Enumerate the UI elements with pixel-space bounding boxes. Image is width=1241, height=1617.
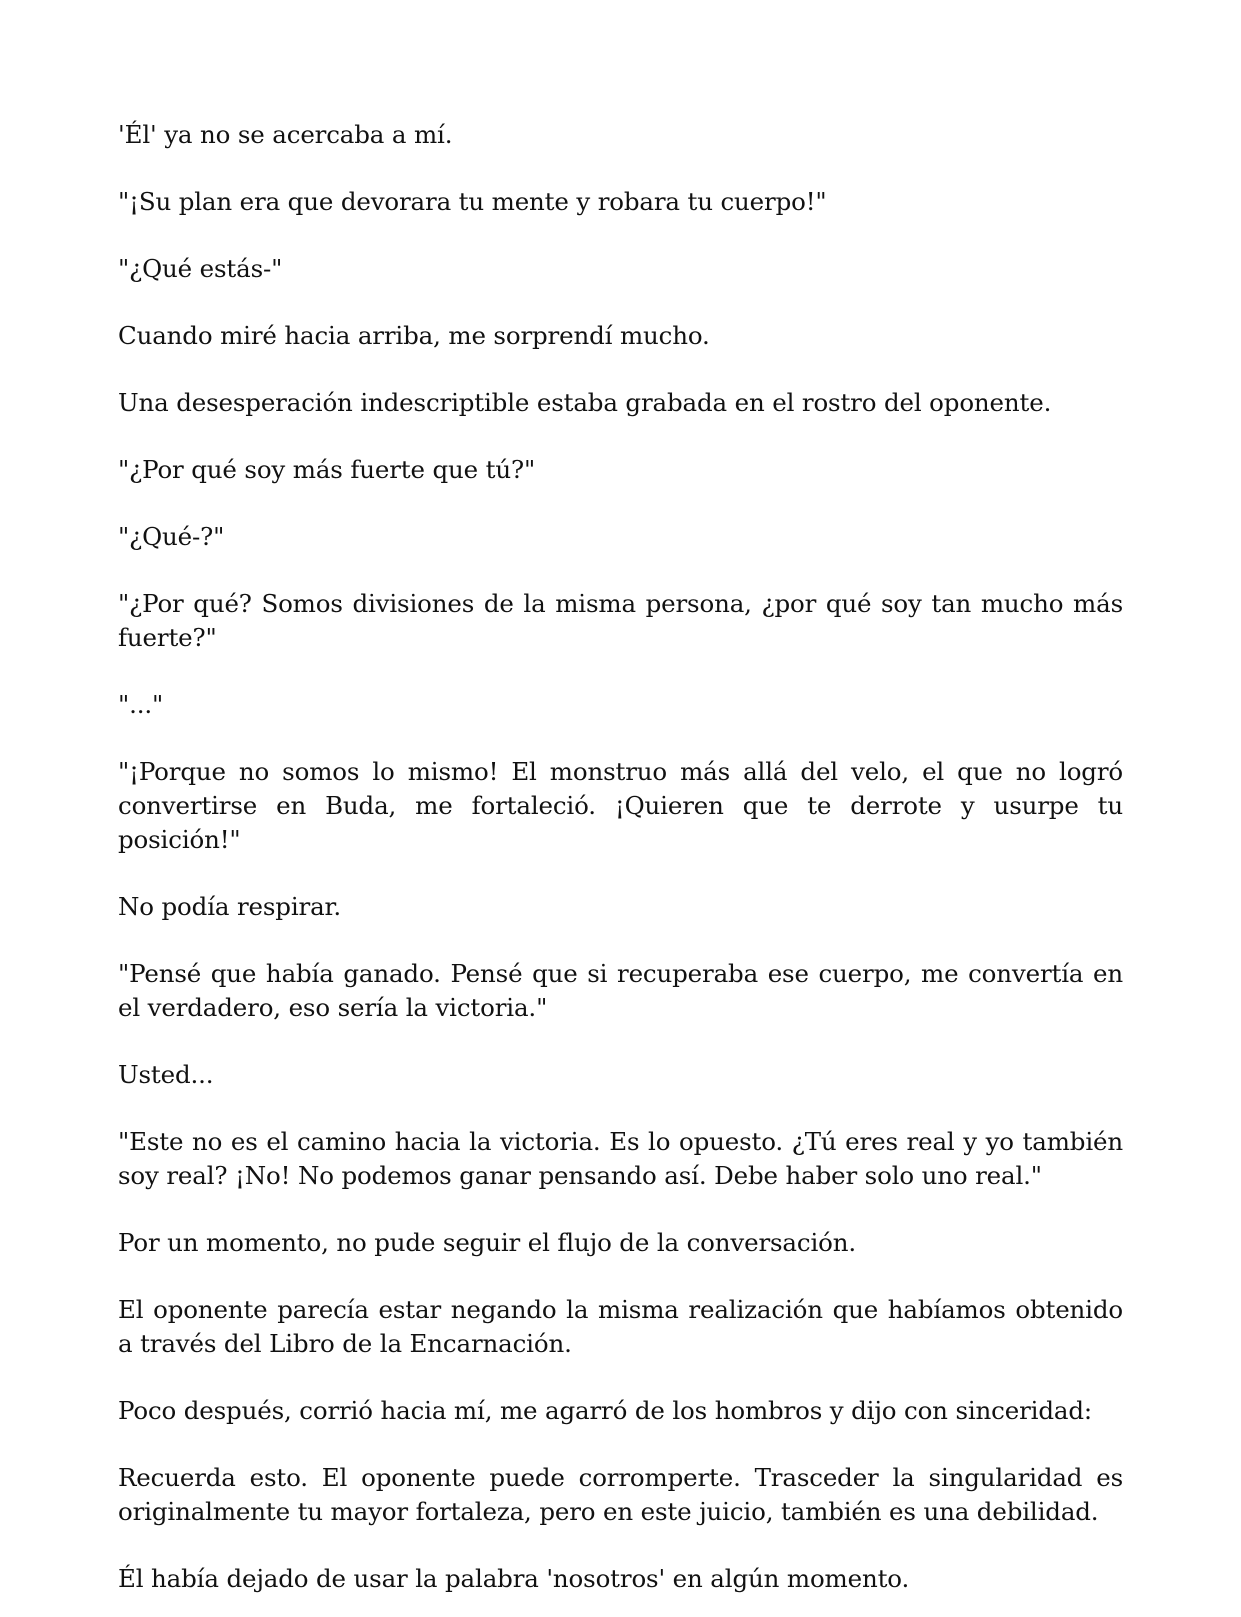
paragraph-14: "Este no es el camino hacia la victoria. Es lo opuesto. ¿Tú eres real y yo también soy real? ¡No! No podemos ganar pensando así. Debe haber solo uno real." bbox=[118, 1127, 1123, 1190]
paragraph-18: Recuerda esto. El oponente puede corromperte. Trasceder la singularidad es originalmente tu mayor fortaleza, pero en este juicio, también es una debilidad. bbox=[118, 1463, 1123, 1526]
paragraph-9: "..." bbox=[118, 690, 164, 719]
paragraph-19: Él había dejado de usar la palabra 'nosotros' en algún momento. bbox=[118, 1564, 910, 1593]
paragraph-15: Por un momento, no pude seguir el flujo de la conversación. bbox=[118, 1228, 857, 1257]
paragraph-12: "Pensé que había ganado. Pensé que si recuperaba ese cuerpo, me convertía en el verdadero, eso sería la victoria." bbox=[118, 959, 1123, 1022]
paragraph-3: "¿Qué estás-" bbox=[118, 254, 283, 283]
paragraph-4: Cuando miré hacia arriba, me sorprendí mucho. bbox=[118, 321, 710, 350]
paragraph-7: "¿Qué-?" bbox=[118, 522, 225, 551]
paragraph-13: Usted... bbox=[118, 1060, 214, 1089]
paragraph-5: Una desesperación indescriptible estaba grabada en el rostro del oponente. bbox=[118, 388, 1052, 417]
paragraph-11: No podía respirar. bbox=[118, 892, 342, 921]
paragraph-16: El oponente parecía estar negando la misma realización que habíamos obtenido a través del Libro de la Encarnación. bbox=[118, 1295, 1123, 1358]
paragraph-10: "¡Porque no somos lo mismo! El monstruo más allá del velo, el que no logró convertirse en Buda, me fortaleció. ¡Quieren que te derrote y usurpe tu posición!" bbox=[118, 757, 1123, 854]
paragraph-8: "¿Por qué? Somos divisiones de la misma persona, ¿por qué soy tan mucho más fuerte?" bbox=[118, 589, 1123, 652]
paragraph-1: 'Él' ya no se acercaba a mí. bbox=[118, 120, 453, 149]
paragraph-2: "¡Su plan era que devorara tu mente y robara tu cuerpo!" bbox=[118, 187, 827, 216]
paragraph-17: Poco después, corrió hacia mí, me agarró de los hombros y dijo con sinceridad: bbox=[118, 1396, 1092, 1425]
paragraph-6: "¿Por qué soy más fuerte que tú?" bbox=[118, 455, 536, 484]
